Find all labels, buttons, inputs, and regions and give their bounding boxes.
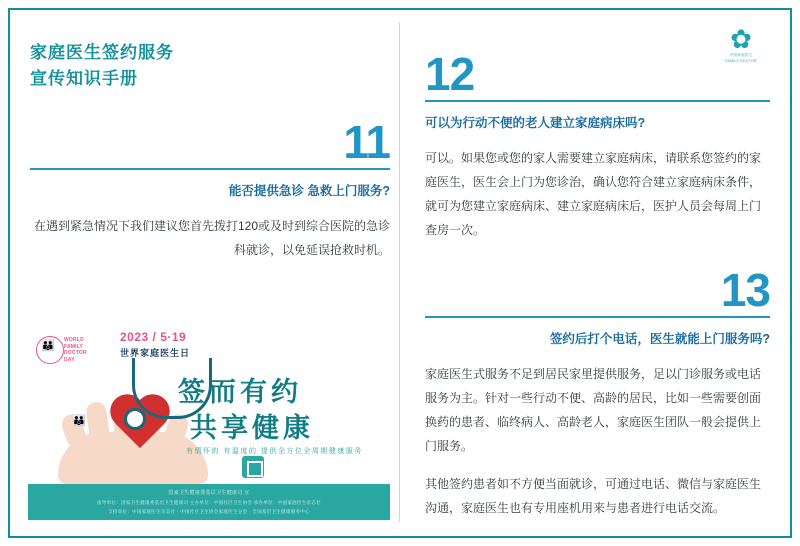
right-column (425, 50, 770, 520)
question-text-11: 能否提供急诊 急救上门服务? (228, 184, 390, 198)
family-icon: 👪 (41, 340, 55, 352)
qa-block-12 (425, 50, 770, 242)
qa-block-13 (425, 266, 770, 520)
poster-slogan-line1: 签而有约 (178, 377, 302, 408)
qr-code-icon[interactable] (242, 456, 264, 478)
question-number-11: 11 (343, 116, 390, 168)
question-rule (425, 316, 770, 318)
poster-date: 2023 / 5·19 (120, 330, 187, 344)
poster-date-subtitle: 世界家庭医生日 (120, 348, 191, 358)
world-family-doctor-day-mark (36, 334, 92, 374)
wfd-line1: WORLD (64, 337, 84, 343)
left-column (30, 40, 390, 262)
promotional-poster (28, 322, 390, 520)
wfd-line3: DOCTOR (64, 350, 87, 356)
question-number-12: 12 (425, 48, 475, 100)
question-text-13: 签约后打个电话，医生就能上门服务吗? (549, 332, 770, 346)
answer-text-13-part2: 其他签约患者如不方便当面就诊，可通过电话、微信与家庭医生沟通，家庭医生也有专用座机用来与患者进行电话交流。 (425, 477, 762, 515)
booklet-title-line2: 宣传知识手册 (30, 69, 138, 88)
poster-footer (28, 484, 390, 520)
question-rule (425, 100, 770, 102)
wfd-line2: FAMILY (64, 343, 84, 350)
answer-text-13-part1: 家庭医生式服务不足到居民家里提供服务，足以门诊服务或电话服务为主。针对一些行动不便、高龄的居民，比如一些需要创面换药的患者、临终病人、高龄老人，家庭医生团队一般会提供上门服务。 (425, 367, 762, 453)
booklet-title (30, 40, 390, 92)
column-divider (399, 22, 400, 522)
question-text-12: 可以为行动不便的老人建立家庭病床吗? (425, 116, 646, 130)
flower-icon: ✿ (730, 24, 752, 54)
qa-block-11 (30, 118, 390, 262)
poster-artwork (28, 322, 390, 487)
poster-footer-line3: 支持单位：中国家庭医生杂志社 · 中国社区卫生协会家庭医生分会 · 全国基层卫生健康服务中心 (108, 509, 310, 514)
poster-slogan-line2: 共享健康 (190, 413, 314, 444)
poster-footer-line2: 指导单位：国家卫生健康委基层卫生健康司 主办单位：中国社区卫生协会 承办单位：中国家庭医生杂志社 (97, 500, 321, 505)
answer-text-11: 在遇到紧急情况下我们建议您首先拨打120或及时到综合医院的急诊科就诊，以免延误抢救时机。 (33, 219, 390, 257)
logo-caption-cn: 中国家庭医生 (729, 53, 753, 57)
question-rule (30, 168, 390, 170)
poster-slogan-subtitle: 有情怀的 有温度的 提供全方位全周期健康服务 (186, 448, 363, 455)
wfd-mark-text (64, 337, 87, 363)
booklet-title-line1: 家庭医生签约服务 (30, 43, 174, 62)
poster-footer-line1: 国家卫生健康委基层卫生健康司 宣 (168, 490, 250, 496)
family-figures-icon: 👪 (72, 415, 85, 427)
wfd-line4: DAY (64, 356, 75, 363)
logo-caption-en: FAMILY DOCTOR (725, 59, 757, 63)
stethoscope-bell-icon (124, 408, 146, 430)
answer-text-12: 可以。如果您或您的家人需要建立家庭病床，请联系您签约的家庭医生，医生会上门为您诊治，确认您符合建立家庭病床条件，就可为您建立家庭病床、建立家庭病床后，医护人员会每周上门查房一次。 (425, 151, 762, 237)
question-number-13: 13 (720, 264, 770, 316)
